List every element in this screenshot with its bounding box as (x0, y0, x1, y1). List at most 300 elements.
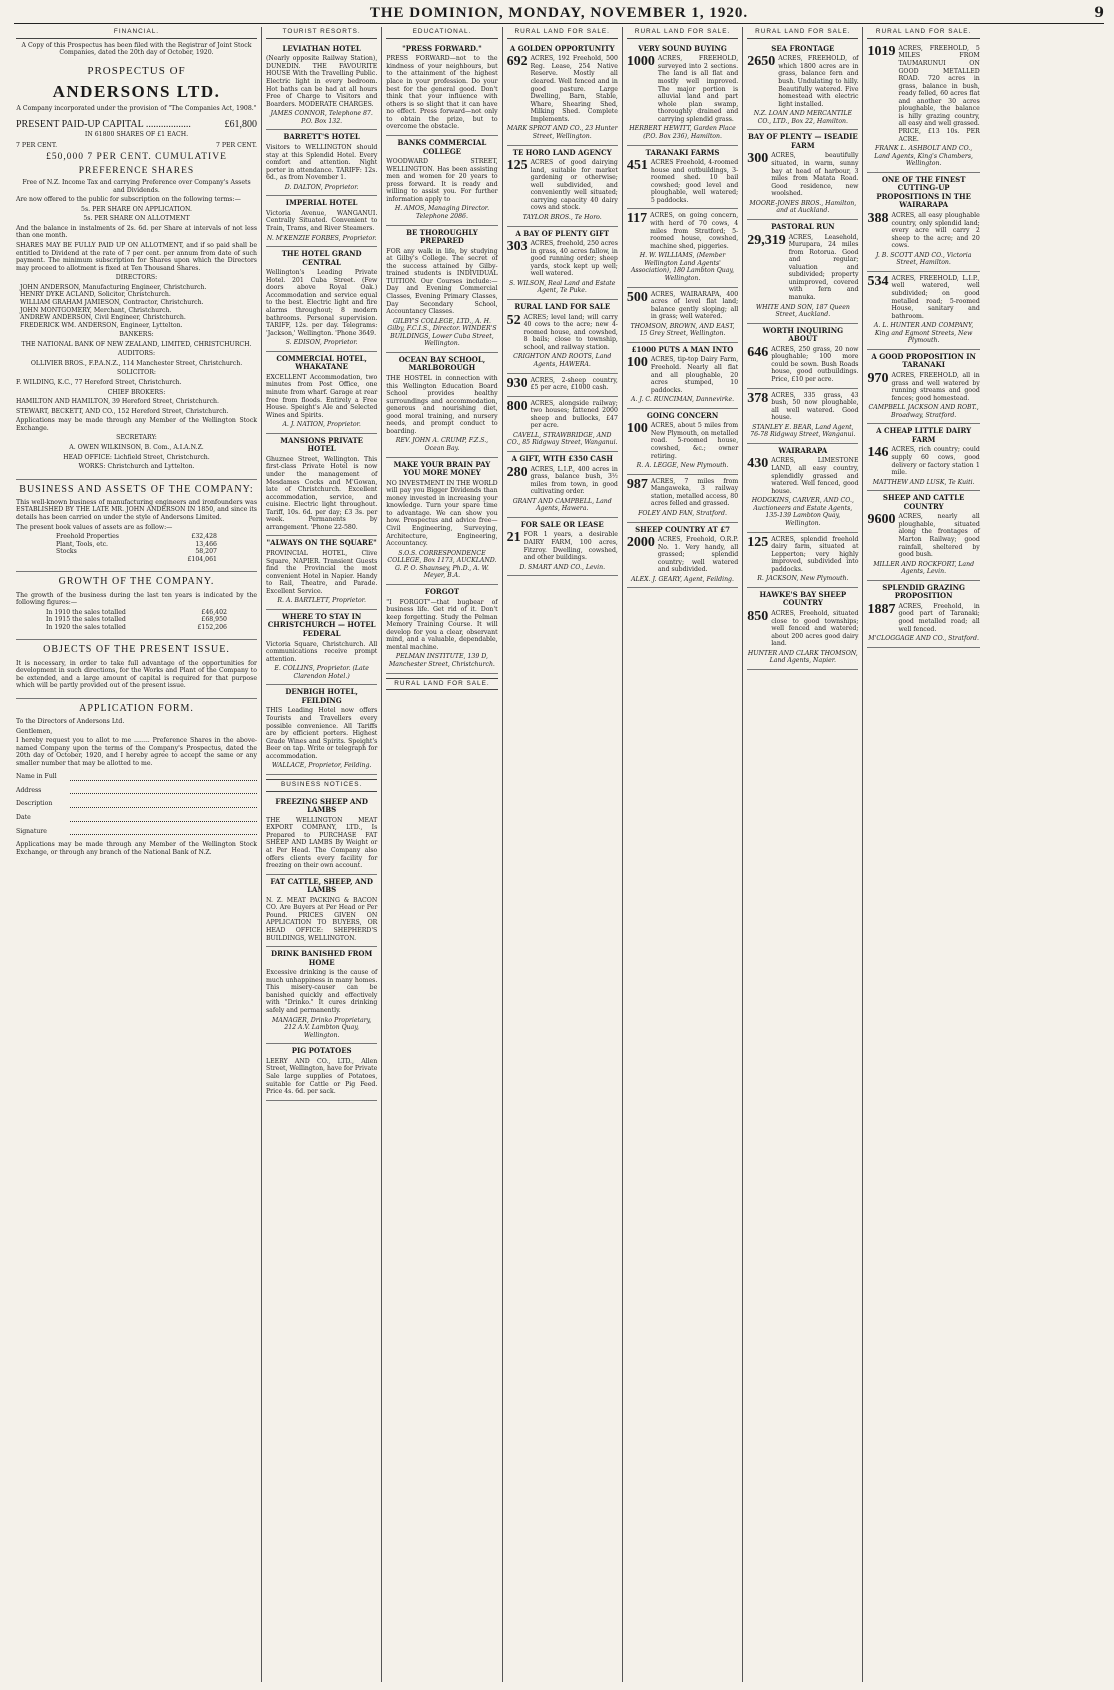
ad-body: ACRES, tip-top Dairy Farm, Freehold. Nearly all flat and all ploughable, 20 acres stumped, 10 paddocks. (650, 356, 739, 394)
ad-signature: E. COLLINS, Proprietor. (Late Clarendon Hotel.) (274, 665, 369, 680)
ad-signature: THOMSON, BROWN, AND EAST, 15 Grey Street, Wellington. (630, 322, 735, 338)
rural-column-1 (503, 27, 623, 1682)
classified-ad (747, 588, 858, 670)
objects-title: OBJECTS OF THE PRESENT ISSUE. (16, 639, 257, 656)
masthead (14, 4, 1104, 24)
ad-signature: A. J. NATION, Proprietor. (282, 421, 361, 429)
ad-headline: £1000 PUTS A MAN INTO (631, 344, 734, 354)
classified-ad (386, 226, 497, 353)
ad-body: ACRES, about 5 miles from New Plymouth, on metalled road. 5-roomed house, cowshed, &c.; owner retiring. (650, 422, 739, 460)
growth-value: £152,206 (197, 623, 227, 631)
ad-body-line (627, 422, 738, 460)
ad-body-line (747, 610, 858, 648)
ad-acreage: 1887 (867, 601, 896, 617)
bankers: THE NATIONAL BANK OF NEW ZEALAND, LIMITED, CHRISTCHURCH. (21, 340, 252, 348)
ad-body-line (266, 210, 377, 233)
ad-body-line (386, 158, 497, 203)
ad-headline: A CHEAP LITTLE DAIRY FARM (876, 426, 972, 444)
ad-signature: A. L. HUNTER AND COMPANY, King and Egmont Streets, New Plymouth. (873, 322, 974, 345)
classified-ad (867, 491, 979, 581)
ad-signature: HODGKINS, CARVER, AND CO., Auctioneers and Estate Agents, 135-139 Lambton Quay, Wellington. (751, 497, 854, 527)
secretary-title: SECRETARY: (116, 434, 157, 442)
classified-ad (867, 350, 979, 424)
ad-body-line (627, 55, 738, 123)
director: JOHN MONTGOMERY, Merchant, Christchurch. (20, 306, 172, 314)
ad-acreage: 970 (867, 371, 889, 386)
ad-body: FOR any walk in life, by studying at Gilby's College. The secret of the success attained by Gilby-trained students is INDIVIDUAL TUITION. Our Courses include:— Day and Evening Commercial Classes, Evening Primary Classes, Day Secondary School, Accountancy Classes. (386, 247, 498, 316)
ad-body-line (747, 536, 858, 574)
ad-body-line (507, 466, 618, 496)
ad-body-line (507, 377, 618, 392)
ad-body-line (627, 159, 738, 204)
classified-ad (507, 397, 618, 452)
classified-ad (867, 272, 979, 350)
ad-body-line (386, 248, 497, 316)
ad-headline: A GOOD PROPOSITION IN TARANAKI (871, 351, 976, 370)
ad-body-line (747, 392, 858, 422)
ad-headline: SEA FRONTAGE (771, 43, 835, 53)
broker: HAMILTON AND HAMILTON, 39 Hereford Street, Christchurch. (16, 398, 220, 406)
classified-ad (507, 452, 618, 518)
ad-body-line (266, 144, 377, 182)
ad-headline: MANSIONS PRIVATE HOTEL (280, 435, 364, 454)
auditors-title: AUDITORS: (117, 350, 156, 358)
ad-headline: RURAL LAND FOR SALE (514, 302, 611, 312)
offer-text: Are now offered to the public for subscription on the following terms:— (16, 196, 241, 204)
growth-value: £68,950 (201, 616, 227, 624)
ad-acreage: 850 (747, 608, 769, 624)
ad-headline: THE HOTEL GRAND CENTRAL (281, 249, 362, 267)
ad-headline: "PRESS FORWARD." (402, 43, 482, 53)
solicitor: F. WILDING, K.C., 77 Hereford Street, Christchurch. (16, 379, 182, 387)
assets-intro: The present book values of assets are as follow:— (16, 523, 173, 531)
ad-body-line (867, 372, 979, 402)
classified-ad (386, 353, 497, 458)
page-number: 9 (1094, 4, 1104, 21)
classified-ad (867, 173, 979, 272)
classified-ad (627, 409, 738, 475)
classified-ad (747, 220, 858, 324)
form-field-fill[interactable] (70, 773, 257, 781)
ad-headline: MAKE YOUR BRAIN PAY YOU MORE MONEY (393, 459, 491, 478)
paid-up-text: SHARES MAY BE FULLY PAID UP ON ALLOTMENT, and if so paid shall be entitled to Dividend at the rate of 7 per cent. per annum from date of such payment. The minimum subscription for Shares upon which the Directors may proceed to allotment is fixed at Ten Thousand Shares. (16, 242, 257, 272)
ad-body: ACRES, nearly all ploughable, situated along the frontages of Marton Railway; good rainfall, sheltered by good bush. (898, 513, 980, 559)
ad-body-line (266, 707, 377, 760)
ad-body: ACRES, 2-sheep country, £5 per acre, £1000 cash. (530, 376, 618, 392)
capital-value: £61,800 (224, 118, 257, 130)
solicitor-title: SOLICITOR: (117, 369, 156, 377)
ad-signature: H. AMOS, Managing Director. Telephone 2086. (394, 205, 490, 220)
works: WORKS: Christchurch and Lyttelton. (78, 463, 195, 471)
form-field-label: Signature (16, 827, 47, 835)
ad-signature: HERBERT HEWITT, Garden Place (P.O. Box 236), Hamilton. (629, 125, 736, 140)
ad-acreage: 430 (747, 456, 769, 472)
percent-left: 7 PER CENT. (16, 142, 58, 150)
ad-body: ACRES, L.I.P., 400 acres in grass, balance bush, 3½ miles from town, in good cultivating order. (530, 465, 618, 496)
classified-ad (266, 536, 377, 609)
classified-ad (627, 343, 738, 409)
ad-signature: WHITE AND SON, 187 Queen Street, Auckland. (755, 303, 850, 319)
ad-body-line (266, 269, 377, 337)
ad-signature: A. J. C. RUNCIMAN, Dannevirke. (630, 396, 735, 404)
business-ads (266, 795, 377, 1101)
ad-body: Excessive drinking is the cause of much unhappiness in many homes. This misery-causer can be banished quickly and effectively with "Drinko." It cures drinking safely and permanently. (266, 969, 378, 1015)
ad-headline: A BAY OF PLENTY GIFT (515, 228, 610, 238)
ad-signature: MATTHEW AND LUSK, Te Kuiti. (872, 478, 975, 486)
rural-ads (627, 42, 738, 589)
ad-body-line (507, 159, 618, 212)
classified-ad (747, 130, 858, 220)
growth-intro: The growth of the business during the last ten years is indicated by the following figures:— (16, 591, 257, 607)
classified-ad (747, 444, 858, 533)
prospectus-notice: A Copy of this Prospectus has been filed with the Registrar of Joint Stock Companies, dated the 20th day of October, 1920. (21, 41, 252, 57)
classified-ad (507, 42, 618, 146)
ad-body: Victoria Square, Christchurch. All communications receive prompt attention. (266, 640, 378, 663)
ad-headline: TE HORO LAND AGENCY (512, 147, 612, 157)
ad-body: ACRES, 192 Freehold, 500 Reg. Lease, 254 Native Reserve. Mostly all cleared. Well fenced and in good pasture. Large Dwelling, Barn, Stable, Whare, Shearing Shed, Milking Shed. Complete Implements. (530, 55, 618, 123)
ad-body-line (266, 374, 377, 419)
ad-acreage: 930 (506, 375, 528, 391)
broker: STEWART, BECKETT, AND CO., 152 Hereford Street, Christchurch. (16, 407, 229, 415)
ad-acreage: 378 (747, 390, 769, 406)
rural-ads (867, 42, 979, 648)
ad-acreage: 692 (506, 54, 528, 70)
section-header-rural: RURAL LAND FOR SALE. (867, 27, 979, 39)
growth-label: In 1915 the sales totalled (46, 616, 126, 624)
classified-ad (266, 947, 377, 1044)
percent-row (16, 142, 257, 150)
ad-headline: IMPERIAL HOTEL (285, 198, 358, 208)
ad-acreage: 52 (506, 312, 521, 328)
ad-body: FOR 1 years, a desirable DAIRY FARM, 100 acres, Fitzroy. Dwelling, cowshed, and other buildings. (523, 531, 618, 562)
ad-body-line (867, 45, 979, 143)
ad-headline: SHEEP AND CATTLE COUNTRY (882, 493, 965, 511)
section-header-business: BUSINESS NOTICES. (266, 779, 377, 792)
tourist-ads (266, 42, 377, 775)
ad-body-line (266, 55, 377, 108)
form-field-fill[interactable] (70, 800, 257, 808)
ad-headline: "ALWAYS ON THE SQUARE" (266, 538, 377, 548)
ad-headline: BANKS COMMERCIAL COLLEGE (397, 137, 487, 156)
ad-acreage: 9600 (867, 512, 896, 528)
asset-total-row (56, 556, 217, 564)
ad-signature: WALLACE, Proprietor, Feilding. (271, 762, 372, 770)
ad-body: Visitors to WELLINGTON should stay at this Splendid Hotel. Every comfort and attention. Night porter in attendance. TARIFF: 12s. 6d., as from November 1. (266, 143, 378, 182)
classified-ad (627, 475, 738, 523)
form-field-description[interactable] (16, 800, 257, 808)
ad-headline: BE THOROUGHLY PREPARED (406, 227, 478, 246)
rural-column-4 (863, 27, 983, 1682)
ad-body: NO INVESTMENT IN THE WORLD will pay you Bigger Dividends than money invested in increasing your knowledge. Turn your spare time to advantage. We can show you how. Prospectus and advice free—Civil Engineering, Surveying, Architecture, Engineering, Accountancy. (386, 479, 498, 548)
term-2: 5s. PER SHARE ON ALLOTMENT (83, 215, 190, 223)
directors-title: DIRECTORS: (115, 274, 158, 282)
ad-body-line (507, 240, 618, 278)
classified-ad (867, 424, 979, 491)
ad-headline: BAY OF PLENTY — ISEADIE FARM (747, 132, 858, 150)
ad-signature: PELMAN INSTITUTE, 139 D, Manchester Street, Christchurch. (388, 653, 495, 668)
incorporation-note: A Company incorporated under the provision of "The Companies Act, 1908." (16, 105, 257, 113)
ad-acreage: 100 (626, 421, 648, 437)
classified-ad (507, 374, 618, 397)
ad-body: ACRES, 250 grass, 20 now ploughable; 100 more could be sown. Bush Roads house, good outbuildings. Price, £10 per acre. (771, 345, 859, 383)
ad-body: PRESS FORWARD—not to the kindness of your neighbours, but to the attainment of the highest place in your profession. Do your best for the general good. Don't think that your influence with others is so slight that it can have no effect. Press forward—not only to obtain the prize, but to overcome the obstacle. (386, 55, 498, 131)
form-field-fill[interactable] (70, 828, 257, 836)
form-field-date[interactable] (16, 814, 257, 822)
ad-body: ACRES, 7 miles from Mangaweka, 3 railway station, metalled access, 80 acres felled and grassed. (650, 477, 739, 508)
ad-signature: S. EDISON, Proprietor. (285, 339, 358, 347)
directors-list (20, 284, 257, 329)
ad-body: ACRES, FREEHOLD, of which 1800 acres are in grass, balance fern and bush. Undulating to hilly. Beautifully watered. Five homestead with electric light installed. (778, 55, 859, 108)
classified-ad (266, 1044, 377, 1100)
ad-body: ACRES of good dairying land, suitable for market gardening or otherwise; well subdivided, and conveniently well situated; carrying capacity 40 dairy cows and stock. (530, 159, 618, 212)
ad-acreage: 117 (626, 211, 648, 227)
ad-headline: LEVIATHAN HOTEL (282, 43, 361, 53)
ad-signature: CRIGHTON AND ROOTS, Land Agents, HAWERA. (513, 353, 612, 368)
ad-headline: GOING CONCERN (646, 410, 719, 420)
ad-body: "I FORGOT"—that bugbear of business life. Get rid of it. Don't keep forgetting. Study the Pelman Memory Training Course. It will develop for you a clear, observant mind, and a valuable, dependable, mental machine. (386, 598, 498, 651)
form-field-name[interactable] (16, 773, 257, 781)
newspaper-title: THE DOMINION, MONDAY, NOVEMBER 1, 1920. (369, 5, 749, 22)
ad-body: ACRES, 335 grass, 43 bush, 50 now ploughable, all well watered. Good house. (771, 391, 859, 422)
form-footer: Applications may be made through any Member of the Wellington Stock Exchange, or through any branch of the National Bank of N.Z. (16, 841, 257, 856)
classified-ad (266, 352, 377, 434)
director: ANDREW ANDERSON, Civil Engineer, Christchurch. (20, 314, 186, 322)
ad-acreage: 21 (506, 530, 521, 546)
ad-body: (Nearly opposite Railway Station), DUNEDIN. THE FAVOURITE HOUSE With the Travelling Public. Electric light in every bedroom. Hot baths can be had at all hours Free of Charge to Visitors and Boarders. MODERATE CHARGES. (266, 55, 378, 108)
ad-signature: JAMES CONNOR, Telephone 87. P.O. Box 132. (270, 110, 373, 125)
ad-signature: REV. JOHN A. CRUMP, F.Z.S., Ocean Bay. (395, 437, 489, 453)
rural-column-2 (623, 27, 743, 1682)
ad-signature: N.Z. LOAN AND MERCANTILE CO., LTD., Box 22, Hamilton. (753, 110, 852, 125)
ad-signature: STANLEY E. BEAR, Land Agent, 76-78 Ridgway Street, Wanganui. (750, 423, 856, 439)
ad-signature: R. A. BARTLETT, Proprietor. (277, 597, 366, 605)
classified-ad (507, 300, 618, 373)
ad-body: ACRES, FREEHOLD, surveyed into 2 sections. The land is all flat and mostly well improved. The major portion is alluvial land and part whole plan swamp, thoroughly drained and carrying splendid grass. (657, 55, 739, 123)
ad-body: ACRES, alongside railway; two houses; fattened 2000 sheep and bullocks, £47 per acre. (530, 399, 618, 430)
ad-headline: WHERE TO STAY IN CHRISTCHURCH — HOTEL FEDERAL (267, 611, 376, 638)
ad-body: WOODWARD STREET, WELLINGTON. Has been assisting men and women for 20 years to press forward. It is ready and willing to assist you. For further information apply to (386, 158, 498, 203)
ad-signature: H. W. WILLIAMS, (Member Wellington Land Agents' Association), 180 Lambton Quay, Wellington. (630, 252, 735, 282)
educational-column (382, 27, 502, 1682)
classified-ad (747, 42, 858, 131)
business-assets-title: BUSINESS AND ASSETS OF THE COMPANY: (16, 479, 257, 496)
ad-body-line (386, 480, 497, 548)
ad-headline: A GIFT, WITH £350 CASH (511, 454, 613, 463)
ad-body-line (867, 212, 979, 250)
capital-line (16, 119, 257, 131)
classified-ad (266, 247, 377, 352)
asset-value: 13,466 (195, 540, 217, 548)
growth-row (46, 624, 227, 632)
ad-body: ACRES, LIMESTONE LAND, all easy country, splendidly grassed and watered. Well fenced, good house. (771, 457, 859, 495)
growth-row (46, 616, 227, 624)
asset-row (56, 541, 217, 549)
ad-body: ACRES, WAIRARAPA, 400 acres of level flat land; balance gently sloping; all in grass; well watered. (650, 290, 739, 321)
classified-ad (386, 42, 497, 136)
director: HENRY DYKE ACLAND, Solicitor, Christchurch. (20, 291, 171, 299)
ad-body: ACRES, freehold, 250 acres in grass, 40 acres fallow, in good running order; sheep yards, stock kept up well; well watered. (530, 240, 618, 278)
classified-ad (627, 288, 738, 343)
ad-body-line (507, 55, 618, 123)
director: WILLIAM GRAHAM JAMIESON, Contractor, Christchurch. (20, 298, 204, 306)
ad-body-line (627, 478, 738, 508)
ad-signature: GILBY'S COLLEGE, LTD., A. H. Gilby, F.C.I.S., Director. WINDER'S BUILDINGS, Lower Cuba Street, Wellington. (387, 317, 497, 348)
ad-signature: ALEX. J. GEARY, Agent, Feilding. (631, 575, 734, 583)
ad-body: Victoria Avenue, WANGANUI. Centrally Situated. Convenient to Train, Trams, and River Steamers. (266, 209, 378, 232)
ad-acreage: 146 (867, 445, 889, 461)
ad-body: N. Z. MEAT PACKING & BACON CO. Are Buyers at Per Head or Per Pound. PRICES GIVEN ON APPLICATION TO BUYERS, OR HEAD OFFICE: SHEPHERD'S BUILDINGS, WELLINGTON. (266, 896, 378, 942)
ad-acreage: 303 (506, 239, 528, 255)
educational-ads (386, 42, 497, 674)
ad-body: ACRES, on going concern, with herd of 70 cows, 4 miles from Stratford; 5-roomed house, cowshed, machine shed, piggeries. (650, 212, 739, 250)
head-office: HEAD OFFICE: Lichfield Street, Christchurch. (63, 453, 210, 461)
ad-signature: M'CLOGGAGE AND CO., Stratford. (868, 635, 979, 643)
ad-headline: FREEZING SHEEP AND LAMBS (275, 796, 368, 815)
classified-ad (266, 875, 377, 947)
classified-ad (627, 42, 738, 146)
asset-total: £104,061 (187, 555, 217, 563)
ad-body: ACRES, Freehold, O.R.P. No. 1. Very handy, all grassed; splendid country; well watered and subdivided. (657, 536, 739, 574)
ad-headline: VERY SOUND BUYING (638, 43, 727, 53)
classified-ad (266, 610, 377, 685)
newspaper-columns (12, 27, 1104, 1682)
bankers-title: BANKERS: (119, 331, 154, 339)
ad-acreage: 29,319 (747, 232, 786, 248)
section-header-rural: RURAL LAND FOR SALE. (627, 27, 738, 39)
company-name: ANDERSONS LTD. (52, 82, 221, 102)
director: JOHN ANDERSON, Manufacturing Engineer, Christchurch. (20, 283, 207, 291)
ad-acreage: 646 (747, 344, 769, 360)
ad-headline: WAIRARAPA (778, 445, 828, 455)
ad-signature: N. M'KENZIE FORBES, Proprietor. (266, 234, 377, 242)
director: FREDERICK WM. ANDERSON, Engineer, Lyttelton. (20, 321, 183, 329)
classified-ad (627, 523, 738, 589)
ad-signature: D. SMART AND CO., Levin. (519, 563, 606, 571)
ad-signature: D. DALTON, Proprietor. (284, 183, 359, 191)
ad-body-line (747, 234, 858, 302)
classified-ad (507, 227, 618, 300)
form-field-address[interactable] (16, 787, 257, 795)
ad-body-line (867, 513, 979, 558)
ad-body: ACRES Freehold, 4-roomed house and outbuildings, 3-roomed shed. 10 bail cowshed; good level and ploughable, well watered; 5 paddocks. (650, 159, 739, 204)
asset-row (56, 533, 217, 541)
term-1: 5s. PER SHARE ON APPLICATION. (81, 205, 192, 213)
financial-column (12, 27, 262, 1682)
form-field-label: Name in Full (16, 773, 57, 781)
ad-signature: GRANT AND CAMPBELL, Land Agents, Hawera. (512, 497, 612, 513)
classified-ad (747, 324, 858, 389)
ad-signature: HUNTER AND CLARK THOMSON, Land Agents, Napier. (747, 649, 858, 665)
preference-line-2: PREFERENCE SHARES (78, 165, 195, 176)
balance-text: And the balance in instalments of 2s. 6d. per Share at intervals of not less than one month. (16, 224, 257, 240)
ad-body: ACRES, Leasehold, Murupara, 24 miles from Rotorua. Good and regular; valuation and subdivided; property unimproved, covered with fern and manuka. (788, 233, 859, 301)
ad-body-line (507, 531, 618, 561)
form-field-signature[interactable] (16, 828, 257, 836)
tax-note: Free of N.Z. Income Tax and carrying Preference over Company's Assets and Dividends. (22, 179, 251, 194)
growth-title: GROWTH OF THE COMPANY. (16, 571, 257, 588)
ad-signature: S.O.S. CORRESPONDENCE COLLEGE, Box 1173, AUCKLAND. G. P. O. Shaunsey, Ph.D., A. W. Meyer, B.A. (387, 549, 497, 580)
form-addressee: To the Directors of Andersons Ltd. (16, 717, 125, 725)
classified-ad (747, 533, 858, 588)
capital-label: PRESENT PAID-UP CAPITAL .................. (16, 118, 191, 130)
classified-ad (266, 42, 377, 131)
ad-headline: WORTH INQUIRING ABOUT (762, 325, 844, 344)
ad-body: ACRES, FREEHOLD, L.I.P., well watered, well subdivided; on good metalled road; 5-roomed House, sanitary and bathroom. (891, 274, 980, 320)
section-header-tourist: TOURIST RESORTS. (266, 27, 377, 39)
ad-headline: TARANAKI FARMS (645, 147, 720, 157)
ad-body-line (266, 641, 377, 664)
ad-signature: R. JACKSON, New Plymouth. (757, 575, 849, 583)
ad-body: THIS Leading Hotel now offers Tourists and Travellers every possible convenience. All Tariffs are by efficient porters. Highest Grade Wines and Spirits. Speight's Beer on tap. Write or telegraph for accommodation. (266, 707, 378, 760)
auditors: OLLIVIER BROS., F.P.A.N.Z., 114 Manchester Street, Christchurch. (30, 359, 243, 367)
ad-headline: PIG POTATOES (291, 1046, 352, 1056)
classified-ad (867, 42, 979, 173)
section-header-educational: EDUCATIONAL. (386, 27, 497, 39)
ad-body: ACRES, splendid freehold dairy farm, situated at Lepperton; very highly improved, subdivided into paddocks. (771, 535, 859, 573)
ad-body-line (867, 275, 979, 320)
application-form-title: APPLICATION FORM. (16, 698, 257, 715)
ad-headline: BARRETT'S HOTEL (283, 132, 360, 142)
classified-ad (266, 196, 377, 247)
form-field-label: Date (16, 814, 31, 822)
growth-value: £46,402 (201, 608, 227, 616)
shares-note: IN 61800 SHARES OF £1 EACH. (84, 130, 189, 138)
prospectus-of: PROSPECTUS OF (87, 64, 186, 77)
rural-ads (507, 42, 618, 576)
form-field-fill[interactable] (70, 787, 257, 795)
ad-signature: CAMPBELL JACKSON AND ROBT., Broadway, Stratford. (868, 404, 979, 419)
ad-body: THE WELLINGTON MEAT EXPORT COMPANY, LTD., Is Prepared to PURCHASE FAT SHEEP AND LAMBS By Weight or at Per Head. The Company also offers clients every facility for freezing on their own account. (266, 816, 378, 870)
ad-body: THE HOSTEL in connection with this Wellington Education Board School provides healthy surroundings and accommodation, generous and nourishing diet, good moral training, and nursery needs, and prompt conduct to boarding. (386, 374, 498, 435)
ad-body-line (507, 400, 618, 430)
form-salutation: Gentlemen, (16, 727, 53, 735)
rural-ads (747, 42, 858, 670)
rural-column-3 (743, 27, 863, 1682)
section-header-rural-sub: RURAL LAND FOR SALE. (386, 678, 497, 691)
ad-body-line (507, 314, 618, 352)
ad-signature: S. WILSON, Real Land and Estate Agent, Te Puke. (509, 279, 616, 295)
ad-body-line (747, 457, 858, 495)
form-text: I hereby request you to allot to me ........ Preference Shares in the above-named Company upon the terms of the Company's Prospectus, dated the 20th day of October, 1920, and I hereby agree to accept the same or any smaller number that may be allotted to me. (16, 737, 257, 767)
ad-acreage: 451 (626, 158, 648, 174)
ad-body: LEERY AND CO., LTD., Allen Street, Wellington, have for Private Sale large supplies of Potatoes, suitable for Cattle or Pig Feed. Price 4s. 6d. per sack. (266, 1057, 378, 1096)
ad-headline: COMMERCIAL HOTEL, WHAKATANE (276, 353, 367, 372)
classified-ad (386, 585, 497, 674)
ad-body-line (627, 536, 738, 574)
form-field-fill[interactable] (70, 814, 257, 822)
ad-body-line (747, 152, 858, 197)
ad-signature: MARK SPROT AND CO., 23 Hunter Street, Wellington. (506, 125, 618, 140)
ad-body: ACRES, all easy ploughable country, only splendid land; every acre will carry 2 sheep to the acre; and 20 cows. (891, 211, 980, 250)
preference-line-1: £50,000 7 PER CENT. CUMULATIVE (46, 151, 227, 162)
ad-body: Wellington's Leading Private Hotel. 201 Cuba Street. (Few doors above Royal Oak.) Accommodation and service equal to the best. Electric light and fire alarms throughout; 8 modern bathrooms. Personal supervision. TARIFF, 12s. per day. Telegrams: 'Jackson,' Wellington. 'Phone 3649. (266, 269, 378, 337)
ad-acreage: 1000 (626, 54, 655, 70)
ad-signature: R. A. LEGGE, New Plymouth. (636, 462, 729, 470)
ad-acreage: 987 (626, 476, 648, 492)
classified-ad (266, 434, 377, 537)
growth-row (46, 609, 227, 617)
ad-body-line (867, 603, 979, 633)
ad-signature: MILLER AND ROCKFORT, Land Agents, Levin. (873, 560, 975, 576)
ad-body: ACRES, FREEHOLD, 5 MILES FROM TAUMARUNUI ON GOOD METALLED ROAD. 720 acres in grass, balance in bush, ready felled, 60 acres flat and another 30 acres ploughable, the balance is hilly grazing country, all easy and well grassed. PRICE, £13 10s. PER ACRE. (898, 44, 980, 143)
form-field-label: Description (16, 800, 53, 808)
ad-body: ACRES, Freehold, situated close to good townships; well fenced and watered; about 200 acres good dairy land. (771, 609, 859, 648)
ad-headline: HAWKE'S BAY SHEEP COUNTRY (759, 589, 847, 608)
ad-signature: CAVELL, STRAWBRIDGE, AND CO., 85 Ridgway Street, Wanganui. (506, 431, 618, 447)
ad-headline: FORGOT (424, 586, 460, 596)
ad-acreage: 500 (626, 289, 648, 305)
classified-ad (867, 581, 979, 648)
